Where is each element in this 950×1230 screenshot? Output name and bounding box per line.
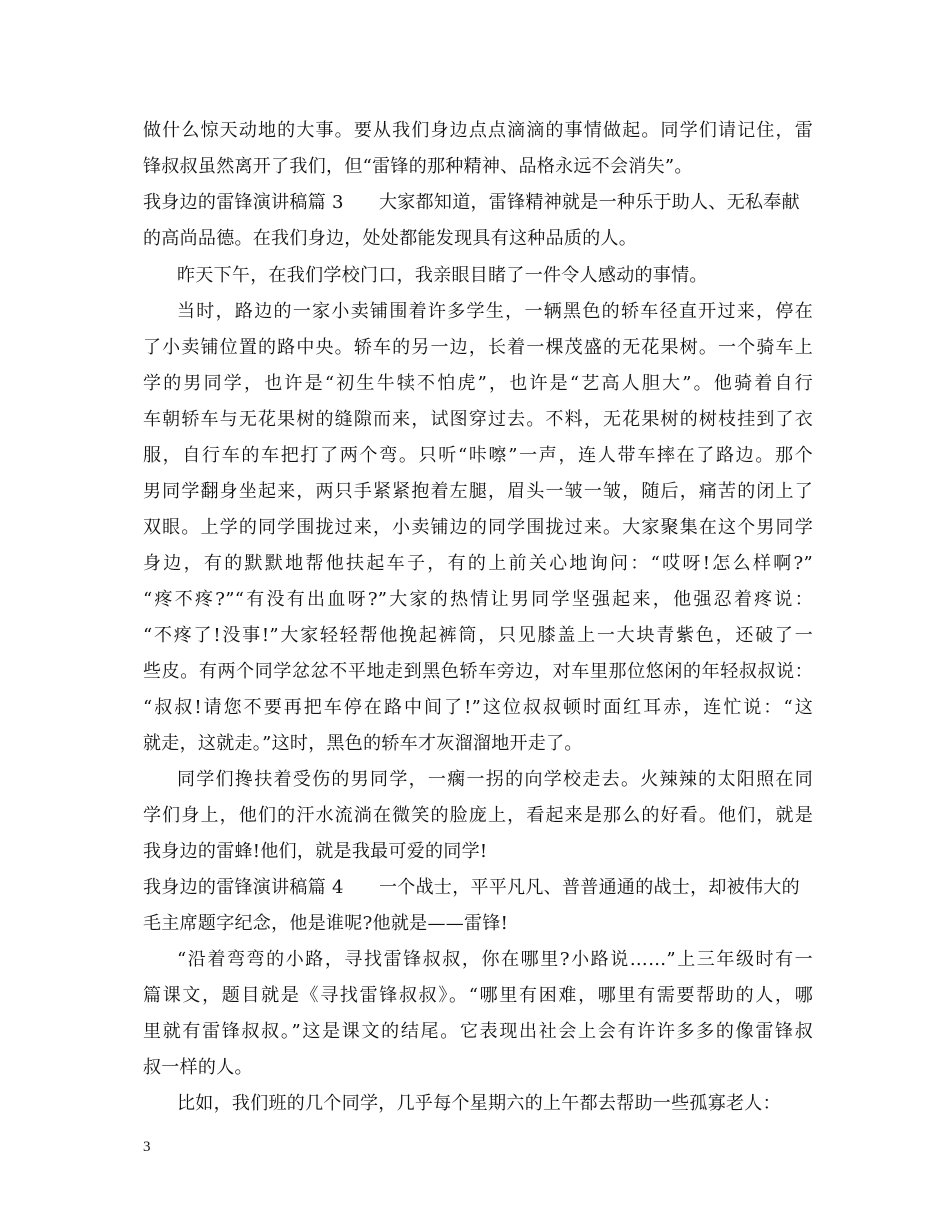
paragraph-start: 比如，我们班的几个同学，几乎每个星期六的上午都去帮助一些孤寡老人：: [177, 1093, 781, 1114]
text-line: 车朝轿车与无花果树的缝隙而来，试图穿过去。不料，无花果树的树枝挂到了衣: [143, 409, 813, 430]
text-line: “疼不疼?”“有没有出血呀?”大家的热情让男同学坚强起来，他强忍着疼说：: [143, 589, 813, 610]
text-line: 里就有雷锋叔叔。”这是课文的结尾。它表现出社会上会有许许多多的像雷锋叔: [143, 1021, 813, 1042]
text-line: 做什么惊天动地的大事。要从我们身边点点滴滴的事情做起。同学们请记住，雷: [143, 120, 813, 141]
paragraph-start: “沿着弯弯的小路，寻找雷锋叔叔，你在哪里?小路说……”上三年级时有一: [177, 949, 813, 970]
text-line: 的高尚品德。在我们身边，处处都能发现具有这种品质的人。: [143, 228, 638, 249]
section-title: 我身边的雷锋演讲稿篇 4: [143, 877, 344, 898]
text-line: 学的男同学，也许是“初生牛犊不怕虎”，也许是“艺高人胆大”。他骑着自行: [143, 373, 813, 394]
text-line: 服，自行车的车把打了两个弯。只听“咔嚓”一声，连人带车摔在了路边。那个: [143, 445, 813, 466]
text-line: 毛主席题字纪念，他是谁呢?他就是——雷锋!: [143, 913, 509, 934]
section-heading-4: [143, 871, 813, 905]
text-line: “不疼了!没事!”大家轻轻帮他挽起裤筒，只见膝盖上一大块青紫色，还破了一: [143, 625, 813, 646]
paragraph-start: 当时，路边的一家小卖铺围着许多学生，一辆黑色的轿车径直开过来，停在: [177, 301, 813, 322]
text-line: 锋叔叔虽然离开了我们，但“雷锋的那种精神、品格永远不会消失”。: [143, 156, 693, 177]
text-line: 男同学翻身坐起来，两只手紧紧抱着左腿，眉头一皱一皱，随后，痛苦的闭上了: [143, 481, 813, 502]
text-line: 就走，这就走。”这时，黑色的轿车才灰溜溜地开走了。: [143, 733, 583, 754]
page-number: 3: [143, 1139, 151, 1155]
section-intro: 大家都知道，雷锋精神就是一种乐于助人、无私奉献: [379, 192, 800, 213]
section-title: 我身边的雷锋演讲稿篇 3: [143, 192, 344, 213]
section-heading-3: [143, 186, 813, 220]
text-line: 学们身上，他们的汗水流淌在微笑的脸庞上，看起来是那么的好看。他们，就是: [143, 805, 813, 826]
text-line: 身边，有的默默地帮他扶起车子，有的上前关心地询问：“哎呀!怎么样啊?”: [143, 553, 813, 574]
text-line: 叔一样的人。: [143, 1057, 253, 1078]
text-line: 了小卖铺位置的路中央。轿车的另一边，长着一棵茂盛的无花果树。一个骑车上: [143, 337, 813, 358]
paragraph-start: 昨天下午，在我们学校门口，我亲眼目睹了一件令人感动的事情。: [177, 265, 708, 286]
text-line: “叔叔!请您不要再把车停在路中间了!”这位叔叔顿时面红耳赤，连忙说：“这: [143, 697, 813, 718]
text-line: 篇课文，题目就是《寻找雷锋叔叔》。“哪里有困难，哪里有需要帮助的人，哪: [143, 985, 813, 1006]
text-line: 些皮。有两个同学忿忿不平地走到黑色轿车旁边，对车里那位悠闲的年轻叔叔说：: [143, 661, 813, 682]
section-intro: 一个战士，平平凡凡、普普通通的战士，却被伟大的: [379, 877, 800, 898]
text-line: 双眼。上学的同学围拢过来，小卖铺边的同学围拢过来。大家聚集在这个男同学: [143, 517, 813, 538]
paragraph-start: 同学们搀扶着受伤的男同学，一瘸一拐的向学校走去。火辣辣的太阳照在同: [177, 769, 813, 790]
text-line: 我身边的雷蜂!他们，就是我最可爱的同学!: [143, 841, 488, 862]
